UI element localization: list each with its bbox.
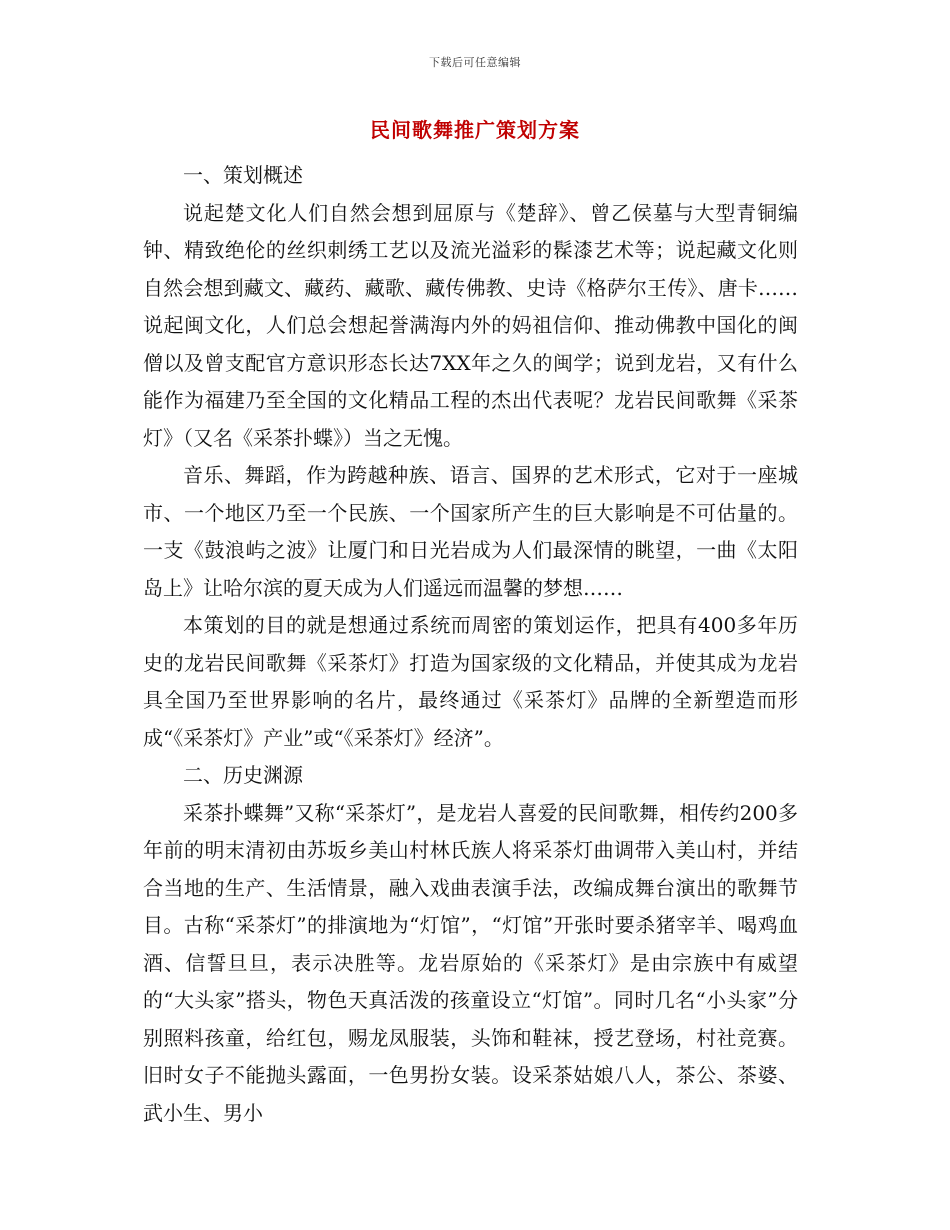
paragraph-cultural-background: 说起楚文化人们自然会想到屈原与《楚辞》、曾乙侯墓与大型青铜编钟、精致绝伦的丝织刺绣工艺以及流光溢彩的髹漆艺术等；说起藏文化则自然会想到藏文、藏药、藏歌、藏传佛教、史诗《格萨尔王传》、唐卡……说起闽文化，人们总会想起誉满海内外的妈祖信仰、推动佛教中国化的闽僧以及曾支配官方意识形态长达7XX年之久的闽学；说到龙岩，又有什么能作为福建乃至全国的文化精品工程的杰出代表呢？龙岩民间歌舞《采茶灯》（又名《采茶扑蝶》）当之无愧。 (143, 200, 798, 450)
paragraph-plan-purpose: 本策划的目的就是想通过系统而周密的策划运作，把具有400多年历史的龙岩民间歌舞《采茶灯》打造为国家级的文化精品，并使其成为龙岩具全国乃至世界影响的名片，最终通过《采茶灯》品牌的全新塑造而形成“《采茶灯》产业”或“《采茶灯》经济”。 (143, 613, 798, 750)
paragraph-music-dance-impact: 音乐、舞蹈，作为跨越种族、语言、国界的艺术形式，它对于一座城市、一个地区乃至一个民族、一个国家所产生的巨大影响是不可估量的。一支《鼓浪屿之波》让厦门和日光岩成为人们最深情的眺望，一曲《太阳岛上》让哈尔滨的夏天成为人们遥远而温馨的梦想…… (143, 463, 798, 600)
section-heading-overview: 一、策划概述 (183, 163, 303, 187)
document-title: 民间歌舞推广策划方案 (370, 118, 580, 142)
section-heading-history: 二、历史渊源 (183, 763, 303, 787)
paragraph-history-origin: 采茶扑蝶舞”又称“采茶灯”，是龙岩人喜爱的民间歌舞，相传约200多年前的明末清初由苏坂乡美山村林氏族人将采茶灯曲调带入美山村，并结合当地的生产、生活情景，融入戏曲表演手法，改编成舞台演出的歌舞节目。古称“采茶灯”的排演地为“灯馆”，“灯馆”开张时要杀猪宰羊、喝鸡血酒、信誓旦旦，表示决胜等。龙岩原始的《采茶灯》是由宗族中有威望的“大头家”搭头，物色天真活泼的孩童设立“灯馆”。同时几名“小头家”分别照料孩童，给红包，赐龙凤服装，头饰和鞋袜，授艺登场，村社竞赛。旧时女子不能抛头露面，一色男扮女装。设采茶姑娘八人，茶公、茶婆、武小生、男小 (143, 800, 798, 1125)
document-body (143, 157, 798, 1132)
page-header-note: 下载后可任意编辑 (429, 56, 521, 69)
